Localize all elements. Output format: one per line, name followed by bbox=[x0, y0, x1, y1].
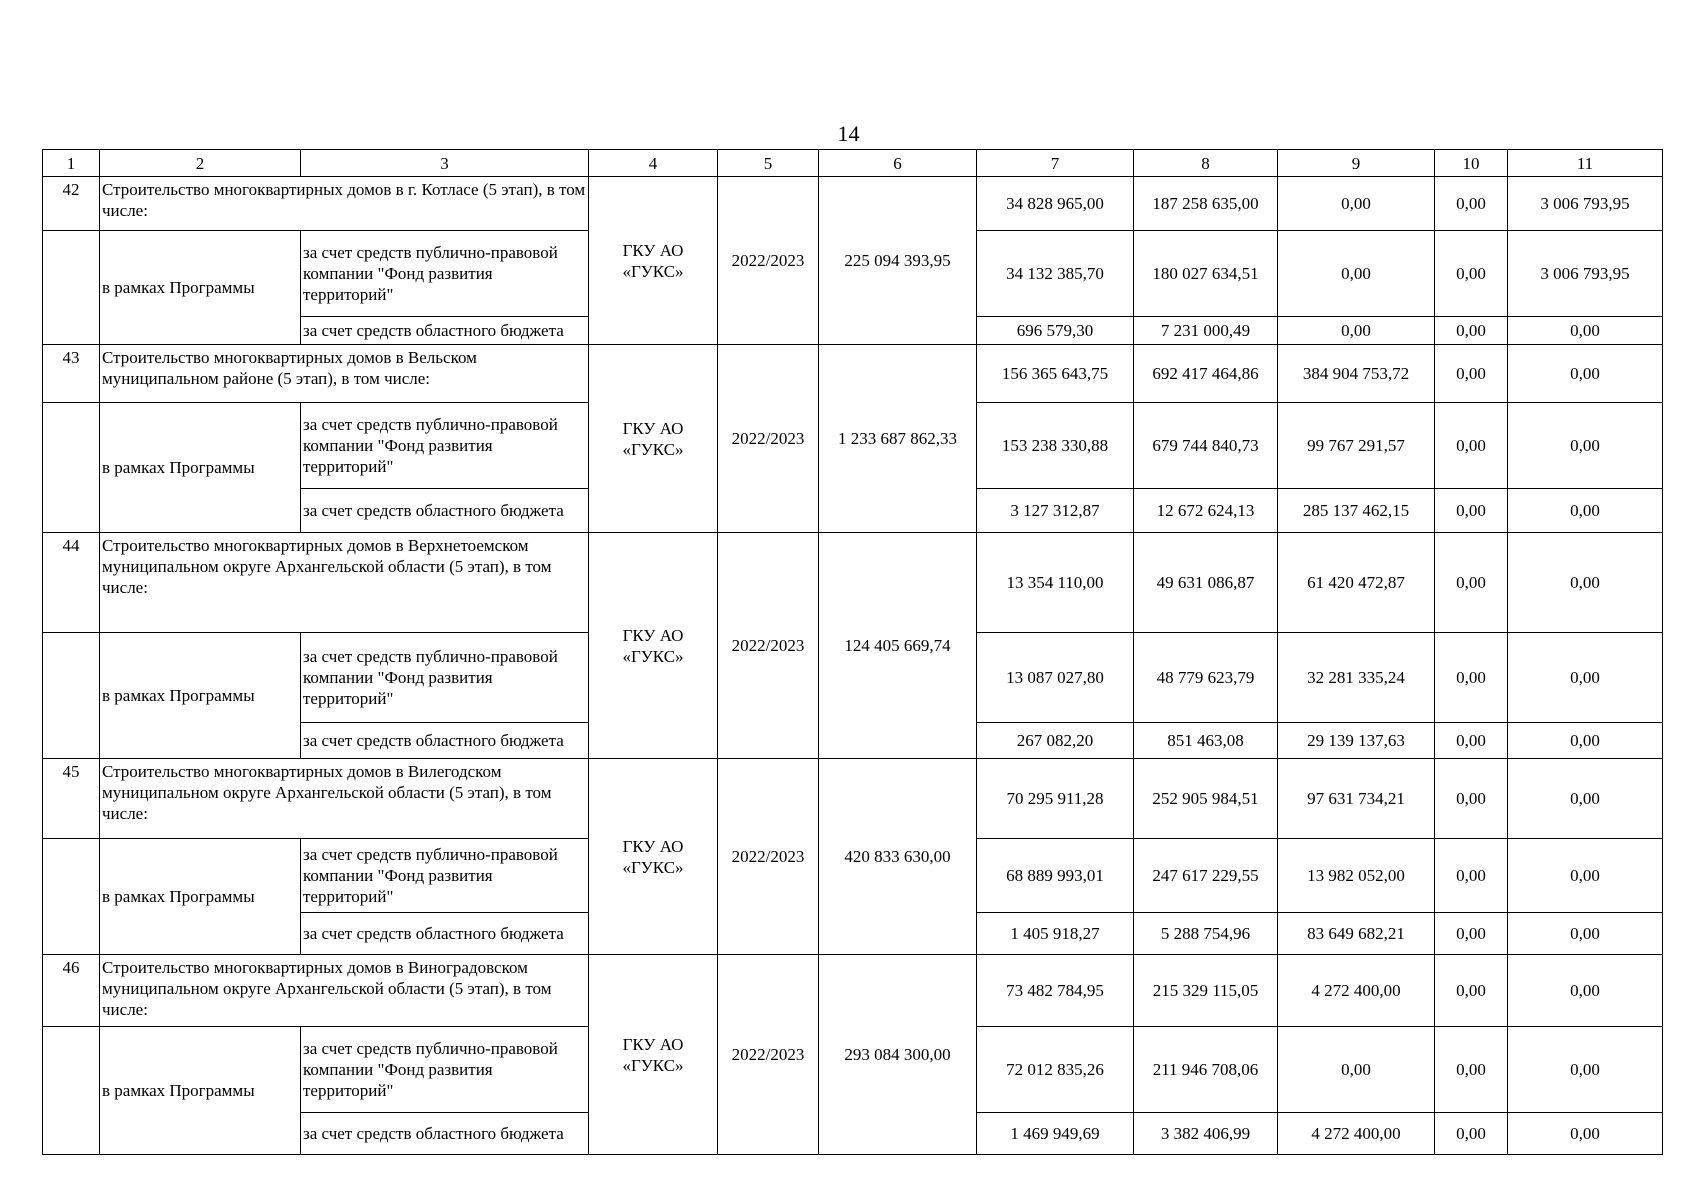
budget-value-cell: 0,00 bbox=[1508, 913, 1663, 955]
column-header: 7 bbox=[977, 150, 1134, 177]
fund-source-label: за счет средств публично-правовой компании "Фонд развития территорий" bbox=[301, 231, 589, 317]
budget-value-cell: 83 649 682,21 bbox=[1278, 913, 1435, 955]
total-value-cell: 0,00 bbox=[1508, 759, 1663, 839]
customer-cell: ГКУ АО «ГУКС» bbox=[589, 533, 718, 759]
budget-source-label: за счет средств областного бюджета bbox=[301, 913, 589, 955]
row-number-empty bbox=[43, 231, 100, 345]
budget-value-cell: 0,00 bbox=[1435, 317, 1508, 345]
fund-value-cell: 0,00 bbox=[1435, 633, 1508, 723]
budget-table bbox=[42, 149, 1663, 1155]
budget-value-cell: 4 272 400,00 bbox=[1278, 1113, 1435, 1155]
fund-value-cell: 679 744 840,73 bbox=[1134, 403, 1278, 489]
total-cost-cell: 225 094 393,95 bbox=[819, 177, 977, 345]
budget-source-label: за счет средств областного бюджета bbox=[301, 489, 589, 533]
budget-value-cell: 0,00 bbox=[1435, 1113, 1508, 1155]
column-header: 9 bbox=[1278, 150, 1435, 177]
program-label: в рамках Программы bbox=[100, 633, 301, 759]
fund-value-cell: 0,00 bbox=[1278, 1027, 1435, 1113]
budget-value-cell: 0,00 bbox=[1508, 723, 1663, 759]
fund-value-cell: 0,00 bbox=[1435, 1027, 1508, 1113]
column-header: 5 bbox=[718, 150, 819, 177]
period-cell: 2022/2023 bbox=[718, 345, 819, 533]
program-label: в рамках Программы bbox=[100, 403, 301, 533]
budget-source-label: за счет средств областного бюджета bbox=[301, 317, 589, 345]
fund-source-label: за счет средств публично-правовой компании "Фонд развития территорий" bbox=[301, 633, 589, 723]
fund-value-cell: 48 779 623,79 bbox=[1134, 633, 1278, 723]
fund-value-cell: 13 087 027,80 bbox=[977, 633, 1134, 723]
fund-source-label: за счет средств публично-правовой компании "Фонд развития территорий" bbox=[301, 1027, 589, 1113]
period-cell: 2022/2023 bbox=[718, 759, 819, 955]
total-value-cell: 0,00 bbox=[1435, 177, 1508, 231]
fund-value-cell: 68 889 993,01 bbox=[977, 839, 1134, 913]
fund-value-cell: 34 132 385,70 bbox=[977, 231, 1134, 317]
page-number: 14 bbox=[837, 121, 860, 146]
row-number: 46 bbox=[43, 955, 100, 1027]
fund-value-cell: 247 617 229,55 bbox=[1134, 839, 1278, 913]
total-cost-cell: 1 233 687 862,33 bbox=[819, 345, 977, 533]
total-value-cell: 61 420 472,87 bbox=[1278, 533, 1435, 633]
row-number: 44 bbox=[43, 533, 100, 633]
row-number: 45 bbox=[43, 759, 100, 839]
fund-value-cell: 211 946 708,06 bbox=[1134, 1027, 1278, 1113]
total-value-cell: 34 828 965,00 bbox=[977, 177, 1134, 231]
budget-value-cell: 1 469 949,69 bbox=[977, 1113, 1134, 1155]
column-header: 10 bbox=[1435, 150, 1508, 177]
budget-value-cell: 0,00 bbox=[1435, 723, 1508, 759]
budget-value-cell: 0,00 bbox=[1435, 913, 1508, 955]
budget-value-cell: 267 082,20 bbox=[977, 723, 1134, 759]
budget-value-cell: 3 127 312,87 bbox=[977, 489, 1134, 533]
fund-value-cell: 0,00 bbox=[1508, 633, 1663, 723]
fund-value-cell: 0,00 bbox=[1508, 403, 1663, 489]
total-value-cell: 97 631 734,21 bbox=[1278, 759, 1435, 839]
row-number: 43 bbox=[43, 345, 100, 403]
column-header: 6 bbox=[819, 150, 977, 177]
program-label: в рамках Программы bbox=[100, 231, 301, 345]
customer-cell: ГКУ АО «ГУКС» bbox=[589, 177, 718, 345]
total-value-cell: 0,00 bbox=[1435, 955, 1508, 1027]
fund-value-cell: 153 238 330,88 bbox=[977, 403, 1134, 489]
column-header-row bbox=[43, 150, 1663, 177]
budget-value-cell: 29 139 137,63 bbox=[1278, 723, 1435, 759]
total-value-cell: 0,00 bbox=[1508, 955, 1663, 1027]
project-title: Строительство многоквартирных домов в Вельском муниципальном районе (5 этап), в том числе: bbox=[100, 345, 589, 403]
fund-value-cell: 180 027 634,51 bbox=[1134, 231, 1278, 317]
column-header: 2 bbox=[100, 150, 301, 177]
column-header: 4 bbox=[589, 150, 718, 177]
fund-source-label: за счет средств публично-правовой компании "Фонд развития территорий" bbox=[301, 839, 589, 913]
budget-value-cell: 0,00 bbox=[1508, 489, 1663, 533]
customer-cell: ГКУ АО «ГУКС» bbox=[589, 955, 718, 1155]
project-title: Строительство многоквартирных домов в г. Котласе (5 этап), в том числе: bbox=[100, 177, 589, 231]
project-title: Строительство многоквартирных домов в Вилегодском муниципальном округе Архангельской области (5 этап), в том числе: bbox=[100, 759, 589, 839]
row-number-empty bbox=[43, 633, 100, 759]
customer-cell: ГКУ АО «ГУКС» bbox=[589, 345, 718, 533]
project-title: Строительство многоквартирных домов в Верхнетоемском муниципальном округе Архангельской области (5 этап), в том числе: bbox=[100, 533, 589, 633]
column-header: 1 bbox=[43, 150, 100, 177]
total-value-cell: 13 354 110,00 bbox=[977, 533, 1134, 633]
column-header: 8 bbox=[1134, 150, 1278, 177]
column-header: 11 bbox=[1508, 150, 1663, 177]
budget-value-cell: 7 231 000,49 bbox=[1134, 317, 1278, 345]
fund-value-cell: 0,00 bbox=[1278, 231, 1435, 317]
budget-value-cell: 0,00 bbox=[1435, 489, 1508, 533]
total-value-cell: 0,00 bbox=[1278, 177, 1435, 231]
total-value-cell: 252 905 984,51 bbox=[1134, 759, 1278, 839]
budget-value-cell: 3 382 406,99 bbox=[1134, 1113, 1278, 1155]
total-value-cell: 0,00 bbox=[1435, 533, 1508, 633]
total-value-cell: 156 365 643,75 bbox=[977, 345, 1134, 403]
fund-value-cell: 0,00 bbox=[1508, 1027, 1663, 1113]
project-row bbox=[43, 759, 1663, 839]
project-row bbox=[43, 345, 1663, 403]
fund-value-cell: 13 982 052,00 bbox=[1278, 839, 1435, 913]
program-label: в рамках Программы bbox=[100, 1027, 301, 1155]
total-value-cell: 0,00 bbox=[1435, 345, 1508, 403]
total-value-cell: 0,00 bbox=[1508, 345, 1663, 403]
budget-source-label: за счет средств областного бюджета bbox=[301, 723, 589, 759]
fund-source-label: за счет средств публично-правовой компании "Фонд развития территорий" bbox=[301, 403, 589, 489]
budget-value-cell: 1 405 918,27 bbox=[977, 913, 1134, 955]
budget-value-cell: 0,00 bbox=[1508, 1113, 1663, 1155]
total-value-cell: 4 272 400,00 bbox=[1278, 955, 1435, 1027]
row-number-empty bbox=[43, 839, 100, 955]
fund-value-cell: 0,00 bbox=[1435, 231, 1508, 317]
total-value-cell: 215 329 115,05 bbox=[1134, 955, 1278, 1027]
total-value-cell: 70 295 911,28 bbox=[977, 759, 1134, 839]
budget-value-cell: 285 137 462,15 bbox=[1278, 489, 1435, 533]
budget-value-cell: 0,00 bbox=[1278, 317, 1435, 345]
fund-value-cell: 0,00 bbox=[1435, 839, 1508, 913]
row-number-empty bbox=[43, 403, 100, 533]
period-cell: 2022/2023 bbox=[718, 533, 819, 759]
period-cell: 2022/2023 bbox=[718, 955, 819, 1155]
budget-value-cell: 0,00 bbox=[1508, 317, 1663, 345]
total-cost-cell: 293 084 300,00 bbox=[819, 955, 977, 1155]
total-value-cell: 187 258 635,00 bbox=[1134, 177, 1278, 231]
project-row bbox=[43, 533, 1663, 633]
row-number: 42 bbox=[43, 177, 100, 231]
budget-value-cell: 851 463,08 bbox=[1134, 723, 1278, 759]
total-value-cell: 0,00 bbox=[1508, 533, 1663, 633]
total-value-cell: 384 904 753,72 bbox=[1278, 345, 1435, 403]
budget-value-cell: 12 672 624,13 bbox=[1134, 489, 1278, 533]
total-cost-cell: 420 833 630,00 bbox=[819, 759, 977, 955]
customer-cell: ГКУ АО «ГУКС» bbox=[589, 759, 718, 955]
program-label: в рамках Программы bbox=[100, 839, 301, 955]
project-title: Строительство многоквартирных домов в Виноградовском муниципальном округе Архангельской области (5 этап), в том числе: bbox=[100, 955, 589, 1027]
budget-source-label: за счет средств областного бюджета bbox=[301, 1113, 589, 1155]
project-row bbox=[43, 177, 1663, 231]
period-cell: 2022/2023 bbox=[718, 177, 819, 345]
total-cost-cell: 124 405 669,74 bbox=[819, 533, 977, 759]
project-row bbox=[43, 955, 1663, 1027]
row-number-empty bbox=[43, 1027, 100, 1155]
fund-value-cell: 32 281 335,24 bbox=[1278, 633, 1435, 723]
budget-value-cell: 696 579,30 bbox=[977, 317, 1134, 345]
total-value-cell: 49 631 086,87 bbox=[1134, 533, 1278, 633]
fund-value-cell: 0,00 bbox=[1435, 403, 1508, 489]
budget-value-cell: 5 288 754,96 bbox=[1134, 913, 1278, 955]
fund-value-cell: 72 012 835,26 bbox=[977, 1027, 1134, 1113]
total-value-cell: 73 482 784,95 bbox=[977, 955, 1134, 1027]
total-value-cell: 0,00 bbox=[1435, 759, 1508, 839]
fund-value-cell: 99 767 291,57 bbox=[1278, 403, 1435, 489]
column-header: 3 bbox=[301, 150, 589, 177]
fund-value-cell: 3 006 793,95 bbox=[1508, 231, 1663, 317]
total-value-cell: 3 006 793,95 bbox=[1508, 177, 1663, 231]
total-value-cell: 692 417 464,86 bbox=[1134, 345, 1278, 403]
fund-value-cell: 0,00 bbox=[1508, 839, 1663, 913]
